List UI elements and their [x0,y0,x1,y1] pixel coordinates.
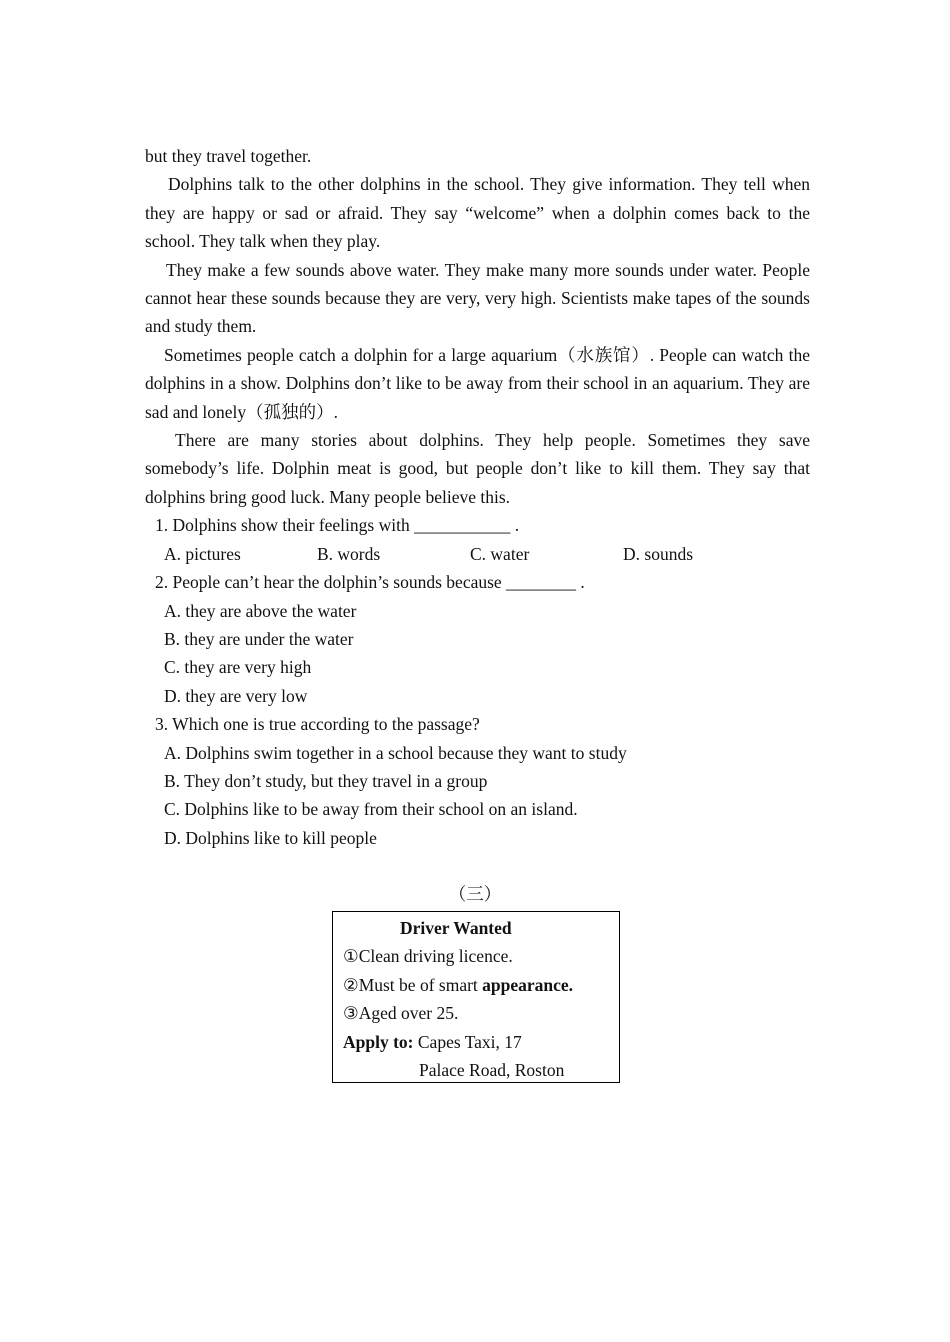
ad-apply-line [343,1028,619,1056]
question-2-option-d: D. they are very low [164,685,308,706]
section-label: （三） [448,884,502,904]
ad-apply-address: Palace Road, Roston [419,1060,565,1081]
job-ad-box [332,911,620,1083]
ad-apply-text: Capes Taxi, 17 [413,1031,522,1052]
ad-item-2-bold: appearance. [482,974,574,995]
question-1-options [145,540,810,568]
question-2-option-a: A. they are above the water [164,600,357,621]
paragraph-2: They make a few sounds above water. They make many more sounds under water. People cannot hear these sounds because they are very, very high. Scientists make tapes of the sounds and study them. [145,259,810,337]
question-3-stem: 3. Which one is true according to the passage? [155,714,480,735]
paragraph-3: Sometimes people catch a dolphin for a large aquarium（水族馆）. People can watch the dolphins in a show. Dolphins don’t like to be away from their school in an aquarium. They are sad and lonely（孤独的）. [145,344,810,422]
question-2-option-b: B. they are under the water [164,628,354,649]
paragraph-0: but they travel together. [145,146,312,166]
question-1-option-b: B. words [317,543,381,564]
ad-apply-label: Apply to: [343,1031,414,1052]
question-3-option-c: C. Dolphins like to be away from their school on an island. [164,799,578,820]
paragraph-1: Dolphins talk to the other dolphins in the school. They give information. They tell when they are happy or sad or afraid. They say “welcome” when a dolphin comes back to the school. They talk when they play. [145,174,810,252]
ad-item-1: ①Clean driving licence. [343,946,513,967]
passage-content [145,142,810,852]
question-2-option-c: C. they are very high [164,657,312,678]
question-1-option-d: D. sounds [623,543,694,564]
ad-item-2 [343,971,619,999]
question-3-option-b: B. They don’t study, but they travel in a group [164,770,488,791]
question-2-stem: 2. People can’t hear the dolphin’s sounds because ________ . [155,572,585,593]
question-1-option-c: C. water [470,543,530,564]
question-1-stem: 1. Dolphins show their feelings with ___________ . [155,515,520,536]
question-1-option-a: A. pictures [164,543,241,564]
question-3-option-d: D. Dolphins like to kill people [164,827,377,848]
ad-item-2-text: ②Must be of smart [343,974,483,995]
ad-title: Driver Wanted [400,918,512,938]
ad-item-3: ③Aged over 25. [343,1003,459,1024]
paragraph-4: There are many stories about dolphins. They help people. Sometimes they save somebody’s life. Dolphin meat is good, but people don’t like to kill them. They say that dolphins bring good luck. Many people believe this. [145,430,810,507]
question-3-option-a: A. Dolphins swim together in a school because they want to study [164,742,627,763]
